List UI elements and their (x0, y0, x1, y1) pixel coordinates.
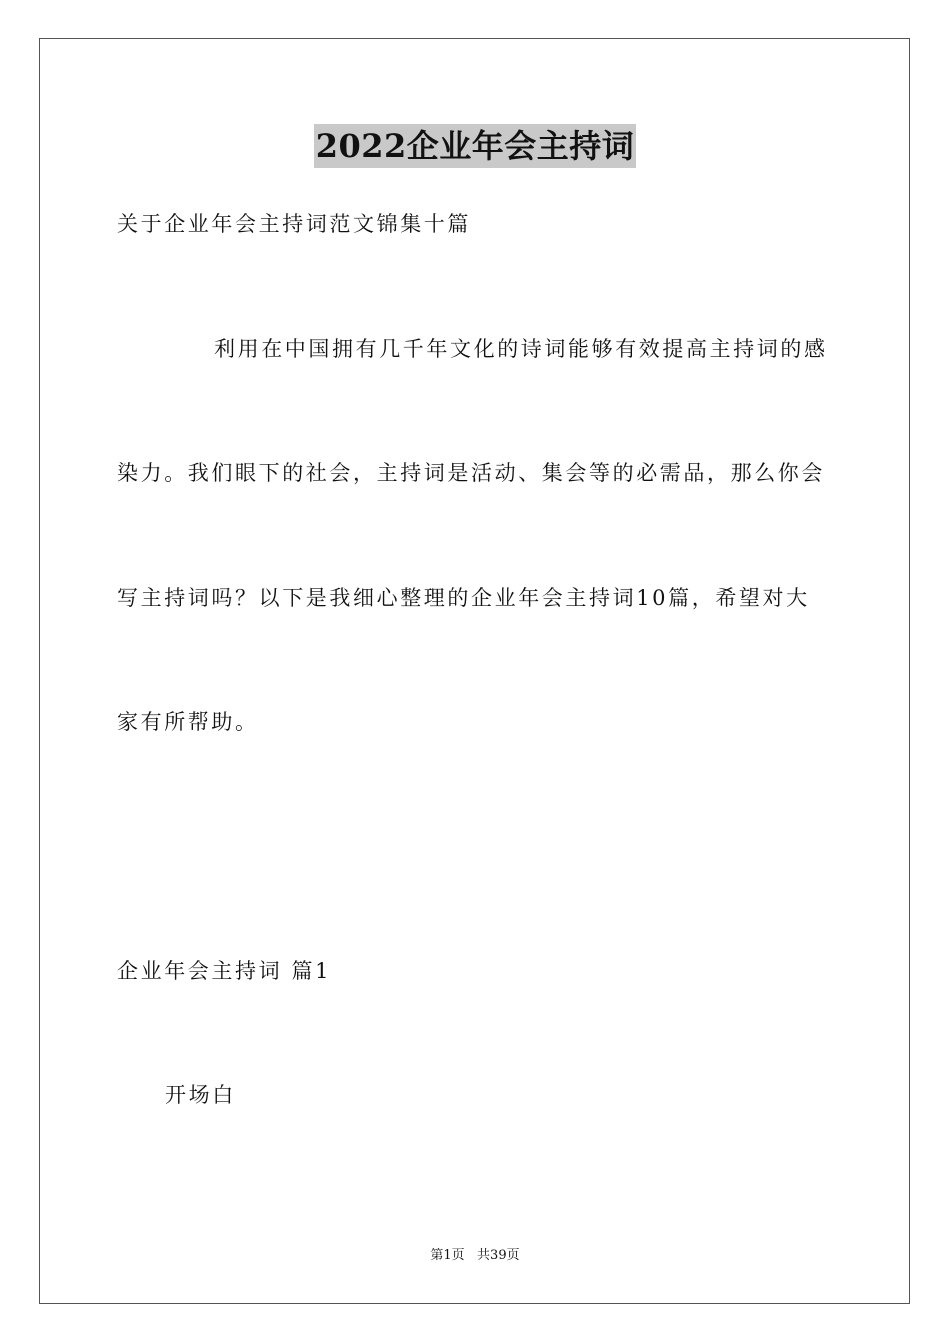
document-title: 2022企业年会主持词 (314, 124, 637, 168)
section-subheading: 开场白 (165, 1083, 236, 1107)
title-container (0, 124, 950, 168)
intro-line-2: 染力。我们眼下的社会，主持词是活动、集会等的必需品，那么你会 (117, 461, 825, 485)
section-heading: 企业年会主持词 篇1 (117, 959, 332, 983)
page-footer: 第1页 共39页 (430, 1248, 520, 1263)
document-subtitle: 关于企业年会主持词范文锦集十篇 (117, 212, 471, 236)
intro-line-3: 写主持词吗？以下是我细心整理的企业年会主持词10篇，希望对大 (117, 586, 810, 610)
intro-line-4: 家有所帮助。 (117, 710, 259, 734)
intro-line-1: 利用在中国拥有几千年文化的诗词能够有效提高主持词的感 (214, 337, 828, 361)
